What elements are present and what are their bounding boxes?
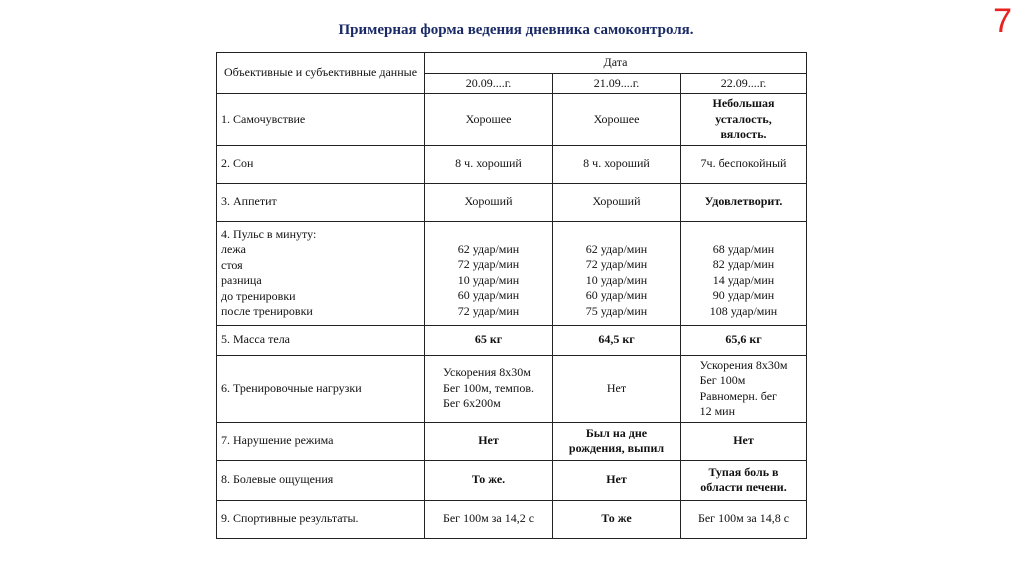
pulse-value: 72 удар/мин <box>585 257 648 272</box>
row-training <box>217 355 807 422</box>
row-label: 8. Болевые ощущения <box>217 460 425 500</box>
pulse-value: 62 удар/мин <box>585 241 648 256</box>
cell-line: рождения, выпил <box>568 441 665 455</box>
date-header: Дата <box>425 53 807 74</box>
cell-line: Ускорения 8х30м <box>443 365 531 380</box>
row-label: 3. Аппетит <box>217 183 425 221</box>
header-row <box>217 53 807 74</box>
criteria-header: Объективные и субъективные данные <box>217 53 425 94</box>
cell-day2: 64,5 кг <box>553 325 681 355</box>
cell-line: Тупая боль в <box>708 464 779 479</box>
cell-day2 <box>553 422 681 460</box>
cell-line: Равномерн. бег <box>699 388 777 403</box>
cell-day1: То же. <box>425 460 553 500</box>
row-wellbeing <box>217 94 807 146</box>
cell-day3: 7ч. беспокойный <box>681 145 807 183</box>
pulse-value: 82 удар/мин <box>712 257 775 272</box>
date-2: 21.09....г. <box>553 73 681 94</box>
label-line: после тренировки <box>221 304 313 318</box>
row-sleep <box>217 145 807 183</box>
row-results <box>217 500 807 538</box>
row-pulse <box>217 221 807 325</box>
cell-line: Был на дне <box>585 425 648 440</box>
cell-day2: Хороший <box>553 183 681 221</box>
pulse-value: 62 удар/мин <box>457 241 520 256</box>
cell-day1: 8 ч. хороший <box>425 145 553 183</box>
cell-line: усталость, <box>715 111 772 126</box>
cell-day1: Нет <box>425 422 553 460</box>
cell-day1: Хорошее <box>425 94 553 146</box>
row-label: 6. Тренировочные нагрузки <box>217 355 425 422</box>
pulse-value: 14 удар/мин <box>712 272 775 287</box>
pulse-value: 10 удар/мин <box>457 272 520 287</box>
date-3: 22.09....г. <box>681 73 807 94</box>
cell-day3: Нет <box>681 422 807 460</box>
label-line: лежа <box>221 242 246 256</box>
cell-day2: Нет <box>553 460 681 500</box>
label-line: стоя <box>221 257 243 272</box>
pulse-value: 60 удар/мин <box>457 288 520 303</box>
pulse-value: 68 удар/мин <box>712 241 775 256</box>
cell-line: вялость. <box>720 127 767 141</box>
cell-day3 <box>681 460 807 500</box>
cell-day3: Удовлетворит. <box>681 183 807 221</box>
cell-day2: 8 ч. хороший <box>553 145 681 183</box>
cell-line: 12 мин <box>699 404 735 418</box>
pulse-value: 108 удар/мин <box>709 303 778 318</box>
cell-line: Бег 6х200м <box>443 396 501 411</box>
cell-line: Бег 100м, темпов. <box>443 380 534 395</box>
cell-day3 <box>681 94 807 146</box>
row-regime <box>217 422 807 460</box>
page-title: Примерная форма ведения дневника самоконтроля. <box>338 22 694 38</box>
cell-line: Небольшая <box>712 96 775 110</box>
label-line: разница <box>221 273 262 287</box>
row-label <box>217 221 425 325</box>
cell-day2: Нет <box>553 355 681 422</box>
cell-day3: 65,6 кг <box>681 325 807 355</box>
slide-number: 7 <box>993 2 1012 40</box>
label-line: 4. Пульс в минуту: <box>221 226 317 241</box>
row-label: 9. Спортивные результаты. <box>217 500 425 538</box>
date-1: 20.09....г. <box>425 73 553 94</box>
row-label: 2. Сон <box>217 145 425 183</box>
cell-line: области печени. <box>700 480 787 494</box>
pulse-value: 72 удар/мин <box>457 257 520 272</box>
pulse-value: 72 удар/мин <box>457 303 520 318</box>
cell-day1 <box>425 221 553 325</box>
label-line: до тренировки <box>221 288 296 303</box>
pulse-value: 10 удар/мин <box>585 272 648 287</box>
cell-day1: Хороший <box>425 183 553 221</box>
cell-day1: Бег 100м за 14,2 с <box>425 500 553 538</box>
cell-day2: То же <box>553 500 681 538</box>
cell-line: Бег 100м <box>699 373 746 387</box>
row-mass <box>217 325 807 355</box>
pulse-value: 60 удар/мин <box>585 288 648 303</box>
pulse-value: 90 удар/мин <box>712 288 775 303</box>
cell-day2 <box>553 221 681 325</box>
cell-line: Ускорения 8х30м <box>699 357 788 372</box>
row-appetite <box>217 183 807 221</box>
self-control-diary-table <box>216 52 807 539</box>
cell-day2: Хорошее <box>553 94 681 146</box>
cell-day3: Бег 100м за 14,8 с <box>681 500 807 538</box>
cell-day3 <box>681 355 807 422</box>
row-label: 7. Нарушение режима <box>217 422 425 460</box>
pulse-value: 75 удар/мин <box>585 303 648 318</box>
cell-day1: 65 кг <box>425 325 553 355</box>
cell-day3 <box>681 221 807 325</box>
row-label: 5. Масса тела <box>217 325 425 355</box>
row-pain <box>217 460 807 500</box>
cell-day1 <box>425 355 553 422</box>
row-label: 1. Самочувствие <box>217 94 425 146</box>
